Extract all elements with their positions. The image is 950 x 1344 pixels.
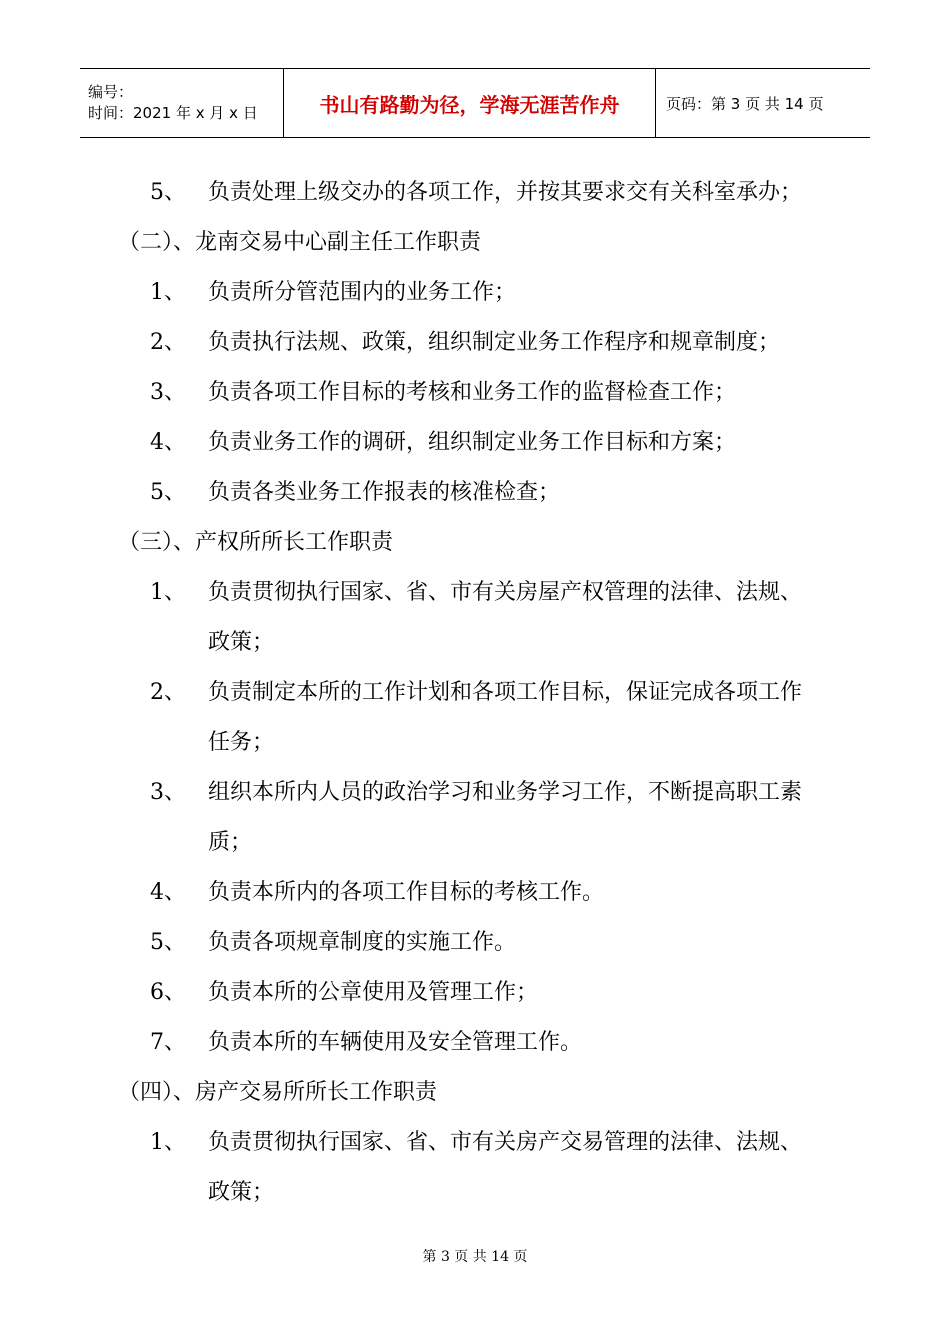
item-number: 7、 xyxy=(150,1030,186,1055)
item-number: 2、 xyxy=(150,680,186,705)
item-text: 负责本所内的各项工作目标的考核工作。 xyxy=(208,880,605,905)
item-number: 1、 xyxy=(150,1130,186,1155)
item-text: 负责制定本所的工作计划和各项工作目标，保证完成各项工作 xyxy=(208,680,803,705)
item-text: 任务； xyxy=(208,730,275,755)
section-heading: （三）、产权所所长工作职责 xyxy=(118,530,394,555)
item-text: 组织本所内人员的政治学习和业务学习工作，不断提高职工素 xyxy=(208,780,803,805)
document-number: 编号： xyxy=(88,83,134,101)
item-number: 5、 xyxy=(150,480,186,505)
document-date: 时间：2021 年 x 月 x 日 xyxy=(88,104,258,122)
item-text: 负责执行法规、政策，组织制定业务工作程序和规章制度； xyxy=(208,330,781,355)
item-text: 政策； xyxy=(208,630,275,655)
header-meta xyxy=(80,69,283,137)
item-text: 负责本所的车辆使用及安全管理工作。 xyxy=(208,1030,583,1055)
header-page-number: 页码：第 3 页 共 14 页 xyxy=(666,94,824,113)
item-text: 负责本所的公章使用及管理工作； xyxy=(208,980,539,1005)
item-text: 负责贯彻执行国家、省、市有关房产交易管理的法律、法规、 xyxy=(208,1130,803,1155)
item-text: 质； xyxy=(208,830,253,855)
item-number: 1、 xyxy=(150,580,186,605)
item-number: 5、 xyxy=(150,930,186,955)
header-motto: 书山有路勤为径，学海无涯苦作舟 xyxy=(283,69,656,137)
item-number: 2、 xyxy=(150,330,186,355)
item-text: 负责贯彻执行国家、省、市有关房屋产权管理的法律、法规、 xyxy=(208,580,803,605)
item-number: 3、 xyxy=(150,380,186,405)
item-number: 5、 xyxy=(150,180,186,205)
item-number: 3、 xyxy=(150,780,186,805)
page-footer: 第 3 页 共 14 页 xyxy=(422,1249,528,1265)
item-text: 政策； xyxy=(208,1180,275,1205)
section-heading: （四）、房产交易所所长工作职责 xyxy=(118,1080,438,1105)
item-text: 负责各项工作目标的考核和业务工作的监督检查工作； xyxy=(208,380,737,405)
item-number: 1、 xyxy=(150,280,186,305)
section-heading: （二）、龙南交易中心副主任工作职责 xyxy=(118,230,482,255)
item-text: 负责所分管范围内的业务工作； xyxy=(208,280,517,305)
item-text: 负责各项规章制度的实施工作。 xyxy=(208,930,517,955)
document-header xyxy=(80,68,870,138)
item-number: 4、 xyxy=(150,880,186,905)
item-text: 负责处理上级交办的各项工作，并按其要求交有关科室承办； xyxy=(208,180,803,205)
item-number: 4、 xyxy=(150,430,186,455)
item-text: 负责各类业务工作报表的核准检查； xyxy=(208,480,561,505)
item-text: 负责业务工作的调研，组织制定业务工作目标和方案； xyxy=(208,430,737,455)
item-number: 6、 xyxy=(150,980,186,1005)
